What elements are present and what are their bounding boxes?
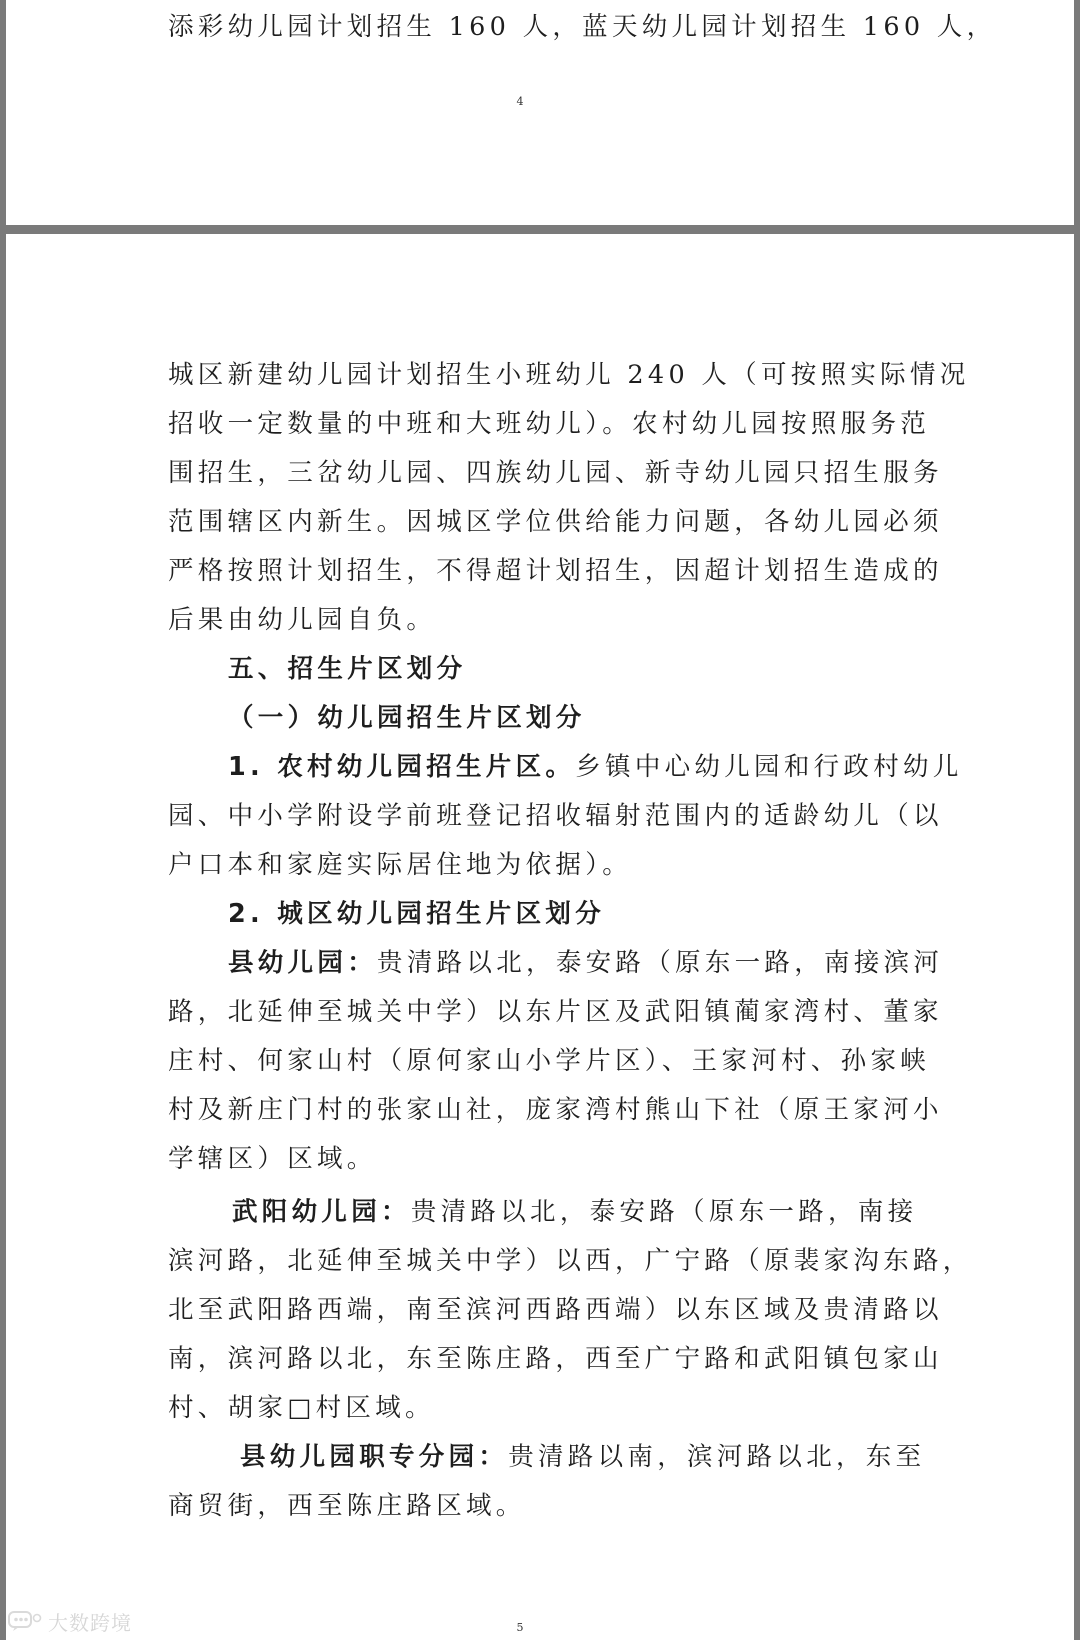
county-kg-line: 庄村、何家山村（原何家山小学片区）、王家河村、孙家峡 (168, 1046, 931, 1076)
wuyang-kg-line: 南，滨河路以北，东至陈庄路，西至广宁路和武阳镇包家山 (168, 1344, 943, 1374)
page-number-4: 4 (516, 95, 524, 108)
rural-text: 乡镇中心幼儿园和行政村幼儿 (575, 752, 963, 782)
wuyang-kg-title: 武阳幼儿园： (232, 1197, 411, 1227)
page-4 (6, 0, 1074, 225)
county-kg-title: 县幼儿园： (228, 948, 378, 978)
rural-first-line (228, 752, 963, 782)
county-kg-line: 路，北延伸至城关中学）以东片区及武阳镇蔺家湾村、董家 (168, 997, 943, 1027)
watermark-text: 大数跨境 (48, 1610, 132, 1635)
rural-line: 户口本和家庭实际居住地为依据）。 (168, 850, 633, 880)
wuyang-kg-text: 贵清路以北，泰安路（原东一路，南接 (410, 1197, 918, 1227)
paragraph-1-line: 招收一定数量的中班和大班幼儿）。农村幼儿园按照服务范 (168, 409, 931, 439)
vocational-kg-text: 贵清路以南，滨河路以北，东至 (508, 1442, 926, 1472)
county-kg-line: 村及新庄门村的张家山社，庞家湾村熊山下社（原王家河小 (168, 1095, 943, 1125)
paragraph-1-line: 后果由幼儿园自负。 (168, 605, 437, 635)
section-heading: 五、招生片区划分 (228, 654, 467, 684)
rural-line: 园、中小学附设学前班登记招收辐射范围内的适龄幼儿（以 (168, 801, 943, 831)
paragraph-1-line: 围招生，三岔幼儿园、四族幼儿园、新寺幼儿园只招生服务 (168, 458, 943, 488)
paragraph-1-line: 范围辖区内新生。因城区学位供给能力问题，各幼儿园必须 (168, 507, 943, 537)
wuyang-kg-line: 村、胡家□村区域。 (168, 1393, 435, 1423)
page-number-5: 5 (516, 1621, 524, 1634)
page-5 (6, 234, 1074, 1640)
page-4-last-line: 添彩幼儿园计划招生 160 人，蓝天幼儿园计划招生 160 人， (168, 12, 997, 42)
county-kg-text: 贵清路以北，泰安路（原东一路，南接滨河 (377, 948, 944, 978)
wuyang-kg-line: 滨河路，北延伸至城关中学）以西，广宁路（原裴家沟东路， (168, 1246, 973, 1276)
wuyang-kg-first-line (232, 1197, 932, 1227)
vocational-kg-line: 商贸街，西至陈庄路区域。 (168, 1491, 526, 1521)
subsection-heading: （一）幼儿园招生片区划分 (228, 703, 586, 733)
rural-title: 1. 农村幼儿园招生片区。 (228, 752, 576, 782)
vocational-kg-first-line (240, 1442, 930, 1472)
paragraph-1-line: 严格按照计划招生，不得超计划招生，因超计划招生造成的 (168, 556, 943, 586)
urban-heading: 2. 城区幼儿园招生片区划分 (228, 899, 606, 929)
watermark (8, 1606, 132, 1636)
wuyang-kg-line: 北至武阳路西端，南至滨河西路西端）以东区域及贵清路以 (168, 1295, 943, 1325)
county-kg-line: 学辖区）区域。 (168, 1144, 377, 1174)
paragraph-1-line: 城区新建幼儿园计划招生小班幼儿 240 人（可按照实际情况 (168, 360, 970, 390)
county-kg-first-line (228, 948, 944, 978)
speech-bubble-logo-icon (8, 1610, 42, 1632)
vocational-kg-title: 县幼儿园职专分园： (240, 1442, 509, 1472)
